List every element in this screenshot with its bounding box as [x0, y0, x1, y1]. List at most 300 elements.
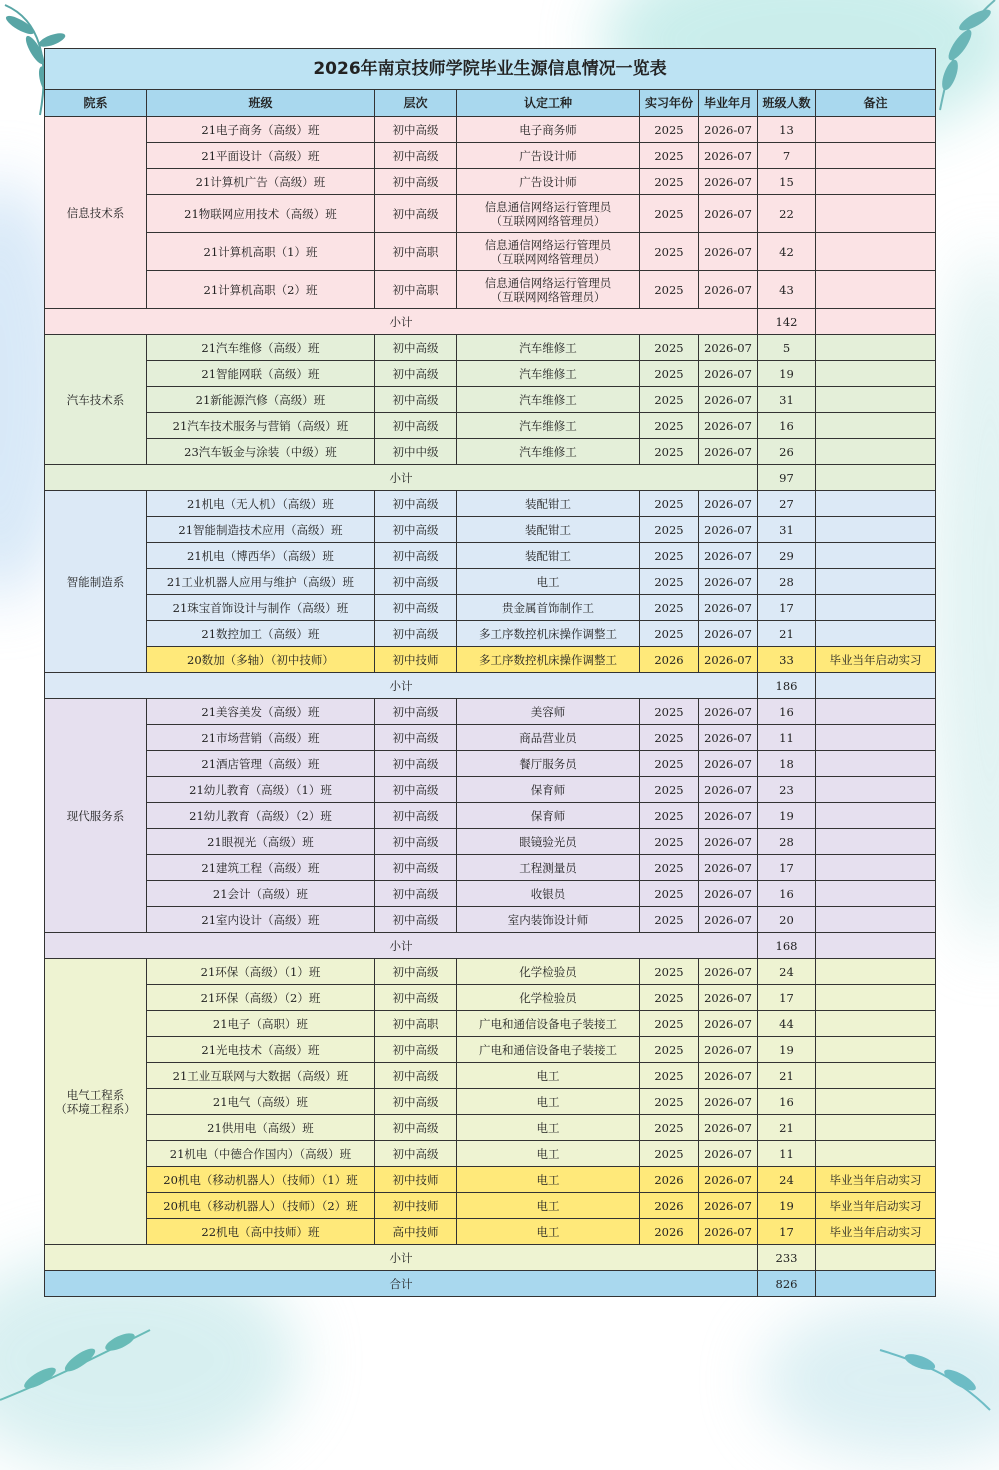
subtotal-row	[45, 309, 936, 335]
remark-cell	[816, 543, 936, 569]
job-line: 电工	[536, 1198, 560, 1213]
level-cell: 高中技师	[375, 1219, 457, 1245]
class-cell: 21汽车维修（高级）班	[147, 335, 375, 361]
grad-month-cell: 2026-07	[699, 1089, 758, 1115]
job-line: 电工	[536, 1146, 560, 1161]
intern-year-cell: 2025	[640, 985, 699, 1011]
grad-month-cell: 2026-07	[699, 413, 758, 439]
header-grad-month: 毕业年月	[699, 90, 758, 117]
grad-month-cell: 2026-07	[699, 985, 758, 1011]
job-cell	[457, 1089, 640, 1115]
job-line: 电工	[536, 1224, 560, 1239]
intern-year-cell: 2025	[640, 439, 699, 465]
job-line: 化学检验员	[519, 990, 577, 1005]
intern-year-cell: 2026	[640, 1219, 699, 1245]
job-cell	[457, 413, 640, 439]
level-cell: 初中高级	[375, 1141, 457, 1167]
count-cell: 20	[758, 907, 816, 933]
intern-year-cell: 2025	[640, 829, 699, 855]
dept-cell	[45, 335, 147, 465]
job-cell	[457, 517, 640, 543]
job-line: 美容师	[530, 704, 566, 719]
grad-month-cell: 2026-07	[699, 271, 758, 309]
class-cell: 21工业机器人应用与维护（高级）班	[147, 569, 375, 595]
total-remark	[816, 1271, 936, 1297]
subtotal-label: 小计	[45, 309, 758, 335]
count-cell: 31	[758, 517, 816, 543]
class-cell: 21机电（无人机）（高级）班	[147, 491, 375, 517]
intern-year-cell: 2025	[640, 117, 699, 143]
grad-month-cell: 2026-07	[699, 725, 758, 751]
level-cell: 初中高级	[375, 1089, 457, 1115]
intern-year-cell: 2026	[640, 647, 699, 673]
level-cell: 初中高级	[375, 621, 457, 647]
subtotal-count: 186	[758, 673, 816, 699]
grad-month-cell: 2026-07	[699, 595, 758, 621]
level-cell: 初中高级	[375, 777, 457, 803]
leaf-branch-bottom-left-icon	[0, 1300, 160, 1413]
dept-name-line: 汽车技术系	[66, 392, 125, 407]
count-cell: 31	[758, 387, 816, 413]
dept-name-line: 信息技术系	[66, 205, 125, 220]
grad-month-cell: 2026-07	[699, 829, 758, 855]
table-row	[45, 959, 936, 985]
total-label: 合计	[45, 1271, 758, 1297]
table-row	[45, 1037, 936, 1063]
level-cell: 初中高级	[375, 1115, 457, 1141]
class-cell: 21室内设计（高级）班	[147, 907, 375, 933]
count-cell: 27	[758, 491, 816, 517]
remark-cell	[816, 699, 936, 725]
class-cell: 21会计（高级）班	[147, 881, 375, 907]
class-cell: 21美容美发（高级）班	[147, 699, 375, 725]
grad-month-cell: 2026-07	[699, 361, 758, 387]
class-cell: 21电气（高级）班	[147, 1089, 375, 1115]
job-cell	[457, 803, 640, 829]
intern-year-cell: 2025	[640, 517, 699, 543]
job-line: （互联网网络管理员）	[490, 213, 606, 228]
level-cell: 初中高职	[375, 271, 457, 309]
intern-year-cell: 2025	[640, 169, 699, 195]
class-cell: 20数加（多轴）（初中技师）	[147, 647, 375, 673]
job-line: 装配钳工	[525, 548, 571, 563]
remark-cell	[816, 117, 936, 143]
table-row	[45, 985, 936, 1011]
grad-month-cell: 2026-07	[699, 387, 758, 413]
job-cell	[457, 777, 640, 803]
count-cell: 17	[758, 1219, 816, 1245]
intern-year-cell: 2025	[640, 271, 699, 309]
job-line: 广电和通信设备电子装接工	[479, 1016, 617, 1031]
count-cell: 26	[758, 439, 816, 465]
job-cell	[457, 1141, 640, 1167]
grad-month-cell: 2026-07	[699, 169, 758, 195]
table-row	[45, 1193, 936, 1219]
count-cell: 42	[758, 233, 816, 271]
job-cell	[457, 699, 640, 725]
level-cell: 初中技师	[375, 1167, 457, 1193]
job-line: 电工	[536, 1068, 560, 1083]
table-row	[45, 595, 936, 621]
grad-month-cell: 2026-07	[699, 569, 758, 595]
job-line: 眼镜验光员	[519, 834, 577, 849]
remark-cell	[816, 595, 936, 621]
table-row	[45, 1115, 936, 1141]
subtotal-label: 小计	[45, 1245, 758, 1271]
level-cell: 初中高级	[375, 143, 457, 169]
level-cell: 初中高级	[375, 543, 457, 569]
remark-cell: 毕业当年启动实习	[816, 647, 936, 673]
remark-cell	[816, 1089, 936, 1115]
remark-cell	[816, 517, 936, 543]
remark-cell	[816, 439, 936, 465]
count-cell: 7	[758, 143, 816, 169]
subtotal-row	[45, 465, 936, 491]
level-cell: 初中高级	[375, 595, 457, 621]
intern-year-cell: 2025	[640, 1141, 699, 1167]
intern-year-cell: 2025	[640, 595, 699, 621]
level-cell: 初中高级	[375, 855, 457, 881]
job-line: 室内装饰设计师	[507, 912, 589, 927]
level-cell: 初中高级	[375, 803, 457, 829]
remark-cell	[816, 387, 936, 413]
dept-cell	[45, 959, 147, 1245]
intern-year-cell: 2025	[640, 959, 699, 985]
table-row	[45, 621, 936, 647]
grad-month-cell: 2026-07	[699, 751, 758, 777]
table-row	[45, 1011, 936, 1037]
count-cell: 17	[758, 855, 816, 881]
table-row	[45, 271, 936, 309]
table-row	[45, 361, 936, 387]
count-cell: 24	[758, 1167, 816, 1193]
job-cell	[457, 595, 640, 621]
grad-month-cell: 2026-07	[699, 335, 758, 361]
table-row	[45, 569, 936, 595]
subtotal-count: 233	[758, 1245, 816, 1271]
level-cell: 初中高级	[375, 387, 457, 413]
grad-month-cell: 2026-07	[699, 1193, 758, 1219]
job-cell	[457, 271, 640, 309]
remark-cell	[816, 413, 936, 439]
intern-year-cell: 2025	[640, 543, 699, 569]
intern-year-cell: 2026	[640, 1193, 699, 1219]
count-cell: 29	[758, 543, 816, 569]
job-line: 汽车维修工	[519, 340, 577, 355]
table-row	[45, 517, 936, 543]
header-intern-year: 实习年份	[640, 90, 699, 117]
level-cell: 初中高级	[375, 985, 457, 1011]
class-cell: 21汽车技术服务与营销（高级）班	[147, 413, 375, 439]
count-cell: 33	[758, 647, 816, 673]
dept-cell	[45, 117, 147, 309]
table-row	[45, 803, 936, 829]
remark-cell: 毕业当年启动实习	[816, 1193, 936, 1219]
remark-cell	[816, 143, 936, 169]
table-row	[45, 1167, 936, 1193]
level-cell: 初中高级	[375, 361, 457, 387]
table-title: 2026年南京技师学院毕业生源信息情况一览表	[44, 48, 936, 89]
level-cell: 初中高级	[375, 699, 457, 725]
subtotal-row	[45, 673, 936, 699]
class-cell: 21电子（高职）班	[147, 1011, 375, 1037]
count-cell: 17	[758, 985, 816, 1011]
class-cell: 21计算机高职（2）班	[147, 271, 375, 309]
table-row	[45, 1219, 936, 1245]
count-cell: 19	[758, 803, 816, 829]
remark-cell	[816, 335, 936, 361]
job-cell	[457, 647, 640, 673]
count-cell: 21	[758, 621, 816, 647]
header-job: 认定工种	[457, 90, 640, 117]
job-line: 电工	[536, 1094, 560, 1109]
job-line: 电工	[536, 574, 560, 589]
job-cell	[457, 907, 640, 933]
grad-month-cell: 2026-07	[699, 117, 758, 143]
class-cell: 21环保（高级）（2）班	[147, 985, 375, 1011]
table-row	[45, 777, 936, 803]
grad-month-cell: 2026-07	[699, 907, 758, 933]
job-line: 信息通信网络运行管理员	[484, 275, 612, 290]
intern-year-cell: 2025	[640, 621, 699, 647]
class-cell: 21计算机高职（1）班	[147, 233, 375, 271]
remark-cell	[816, 569, 936, 595]
intern-year-cell: 2025	[640, 803, 699, 829]
count-cell: 11	[758, 725, 816, 751]
count-cell: 28	[758, 569, 816, 595]
table-row	[45, 195, 936, 233]
grad-month-cell: 2026-07	[699, 195, 758, 233]
job-line: 广告设计师	[519, 148, 577, 163]
header-dept: 院系	[45, 90, 147, 117]
job-cell	[457, 985, 640, 1011]
class-cell: 21酒店管理（高级）班	[147, 751, 375, 777]
grad-month-cell: 2026-07	[699, 1219, 758, 1245]
table-row	[45, 439, 936, 465]
level-cell: 初中高级	[375, 413, 457, 439]
intern-year-cell: 2026	[640, 1167, 699, 1193]
level-cell: 初中高级	[375, 117, 457, 143]
grad-month-cell: 2026-07	[699, 803, 758, 829]
remark-cell	[816, 621, 936, 647]
count-cell: 44	[758, 1011, 816, 1037]
count-cell: 43	[758, 271, 816, 309]
job-line: 汽车维修工	[519, 366, 577, 381]
intern-year-cell: 2025	[640, 413, 699, 439]
subtotal-row	[45, 1245, 936, 1271]
table-row	[45, 543, 936, 569]
class-cell: 21电子商务（高级）班	[147, 117, 375, 143]
job-line: 多工序数控机床操作调整工	[479, 652, 617, 667]
job-line: 汽车维修工	[519, 444, 577, 459]
table-row	[45, 725, 936, 751]
remark-cell	[816, 1037, 936, 1063]
class-cell: 21环保（高级）（1）班	[147, 959, 375, 985]
job-cell	[457, 233, 640, 271]
class-cell: 21工业互联网与大数据（高级）班	[147, 1063, 375, 1089]
subtotal-remark	[816, 673, 936, 699]
class-cell: 21光电技术（高级）班	[147, 1037, 375, 1063]
level-cell: 初中高级	[375, 169, 457, 195]
job-cell	[457, 1037, 640, 1063]
level-cell: 初中技师	[375, 647, 457, 673]
job-cell	[457, 1193, 640, 1219]
class-cell: 21珠宝首饰设计与制作（高级）班	[147, 595, 375, 621]
job-line: 保育师	[530, 808, 566, 823]
job-line: 装配钳工	[525, 522, 571, 537]
job-line: 工程测量员	[519, 860, 577, 875]
remark-cell	[816, 959, 936, 985]
job-cell	[457, 829, 640, 855]
job-cell	[457, 881, 640, 907]
total-count: 826	[758, 1271, 816, 1297]
job-cell	[457, 117, 640, 143]
class-cell: 21幼儿教育（高级）（1）班	[147, 777, 375, 803]
header-remark: 备注	[816, 90, 936, 117]
remark-cell	[816, 1063, 936, 1089]
table-body	[45, 117, 936, 1297]
job-line: 汽车维修工	[519, 418, 577, 433]
job-cell	[457, 855, 640, 881]
dept-cell	[45, 491, 147, 673]
grad-month-cell: 2026-07	[699, 1141, 758, 1167]
remark-cell	[816, 491, 936, 517]
subtotal-label: 小计	[45, 933, 758, 959]
count-cell: 16	[758, 1089, 816, 1115]
class-cell: 21建筑工程（高级）班	[147, 855, 375, 881]
grad-month-cell: 2026-07	[699, 1037, 758, 1063]
job-line: 信息通信网络运行管理员	[484, 199, 612, 214]
count-cell: 22	[758, 195, 816, 233]
class-cell: 21智能网联（高级）班	[147, 361, 375, 387]
remark-cell	[816, 361, 936, 387]
count-cell: 16	[758, 881, 816, 907]
table-row	[45, 1063, 936, 1089]
table-row	[45, 855, 936, 881]
job-cell	[457, 195, 640, 233]
level-cell: 初中高级	[375, 1037, 457, 1063]
intern-year-cell: 2025	[640, 907, 699, 933]
grad-month-cell: 2026-07	[699, 881, 758, 907]
job-cell	[457, 621, 640, 647]
count-cell: 16	[758, 413, 816, 439]
grad-month-cell: 2026-07	[699, 699, 758, 725]
class-cell: 21机电（博西华）（高级）班	[147, 543, 375, 569]
remark-cell	[816, 1011, 936, 1037]
count-cell: 17	[758, 595, 816, 621]
table-row	[45, 169, 936, 195]
job-line: 电工	[536, 1172, 560, 1187]
class-cell: 21眼视光（高级）班	[147, 829, 375, 855]
class-cell: 20机电（移动机器人）（技师）（1）班	[147, 1167, 375, 1193]
job-line: 电工	[536, 1120, 560, 1135]
job-cell	[457, 335, 640, 361]
count-cell: 16	[758, 699, 816, 725]
class-cell: 21幼儿教育（高级）（2）班	[147, 803, 375, 829]
job-line: 信息通信网络运行管理员	[484, 237, 612, 252]
class-cell: 21平面设计（高级）班	[147, 143, 375, 169]
job-line: 装配钳工	[525, 496, 571, 511]
job-line: 收银员	[530, 886, 566, 901]
count-cell: 13	[758, 117, 816, 143]
table-row	[45, 413, 936, 439]
level-cell: 初中高级	[375, 959, 457, 985]
table-row	[45, 1089, 936, 1115]
count-cell: 24	[758, 959, 816, 985]
remark-cell	[816, 829, 936, 855]
job-cell	[457, 387, 640, 413]
job-line: （互联网网络管理员）	[490, 289, 606, 304]
level-cell: 初中高级	[375, 907, 457, 933]
table-row	[45, 387, 936, 413]
grad-month-cell: 2026-07	[699, 777, 758, 803]
remark-cell	[816, 881, 936, 907]
dept-name-line: 电气工程系	[66, 1087, 125, 1102]
level-cell: 初中高职	[375, 233, 457, 271]
grad-month-cell: 2026-07	[699, 855, 758, 881]
subtotal-remark	[816, 933, 936, 959]
subtotal-row	[45, 933, 936, 959]
level-cell: 初中技师	[375, 1193, 457, 1219]
job-cell	[457, 1115, 640, 1141]
header-count: 班级人数	[758, 90, 816, 117]
grad-month-cell: 2026-07	[699, 621, 758, 647]
intern-year-cell: 2025	[640, 335, 699, 361]
table-row	[45, 233, 936, 271]
job-line: 广电和通信设备电子装接工	[479, 1042, 617, 1057]
class-cell: 21智能制造技术应用（高级）班	[147, 517, 375, 543]
job-cell	[457, 1167, 640, 1193]
intern-year-cell: 2025	[640, 569, 699, 595]
intern-year-cell: 2025	[640, 387, 699, 413]
table-row	[45, 829, 936, 855]
job-cell	[457, 959, 640, 985]
header-level: 层次	[375, 90, 457, 117]
job-line: 贵金属首饰制作工	[502, 600, 594, 615]
job-cell	[457, 1063, 640, 1089]
remark-cell	[816, 725, 936, 751]
count-cell: 11	[758, 1141, 816, 1167]
job-cell	[457, 569, 640, 595]
job-cell	[457, 543, 640, 569]
remark-cell	[816, 907, 936, 933]
level-cell: 初中高级	[375, 335, 457, 361]
job-cell	[457, 143, 640, 169]
dept-name-line: 现代服务系	[66, 808, 125, 823]
dept-name-line: 智能制造系	[66, 574, 125, 589]
class-cell: 21市场营销（高级）班	[147, 725, 375, 751]
dept-name-line: （环境工程系）	[55, 1101, 136, 1116]
subtotal-remark	[816, 465, 936, 491]
table-row	[45, 491, 936, 517]
intern-year-cell: 2025	[640, 1089, 699, 1115]
count-cell: 15	[758, 169, 816, 195]
class-cell: 22机电（高中技师）班	[147, 1219, 375, 1245]
remark-cell	[816, 985, 936, 1011]
table-row	[45, 117, 936, 143]
grad-month-cell: 2026-07	[699, 1011, 758, 1037]
job-cell	[457, 439, 640, 465]
job-line: 化学检验员	[519, 964, 577, 979]
remark-cell: 毕业当年启动实习	[816, 1219, 936, 1245]
class-cell: 21新能源汽修（高级）班	[147, 387, 375, 413]
intern-year-cell: 2025	[640, 1011, 699, 1037]
count-cell: 18	[758, 751, 816, 777]
grad-month-cell: 2026-07	[699, 1167, 758, 1193]
count-cell: 28	[758, 829, 816, 855]
class-cell: 23汽车钣金与涂装（中级）班	[147, 439, 375, 465]
subtotal-count: 142	[758, 309, 816, 335]
